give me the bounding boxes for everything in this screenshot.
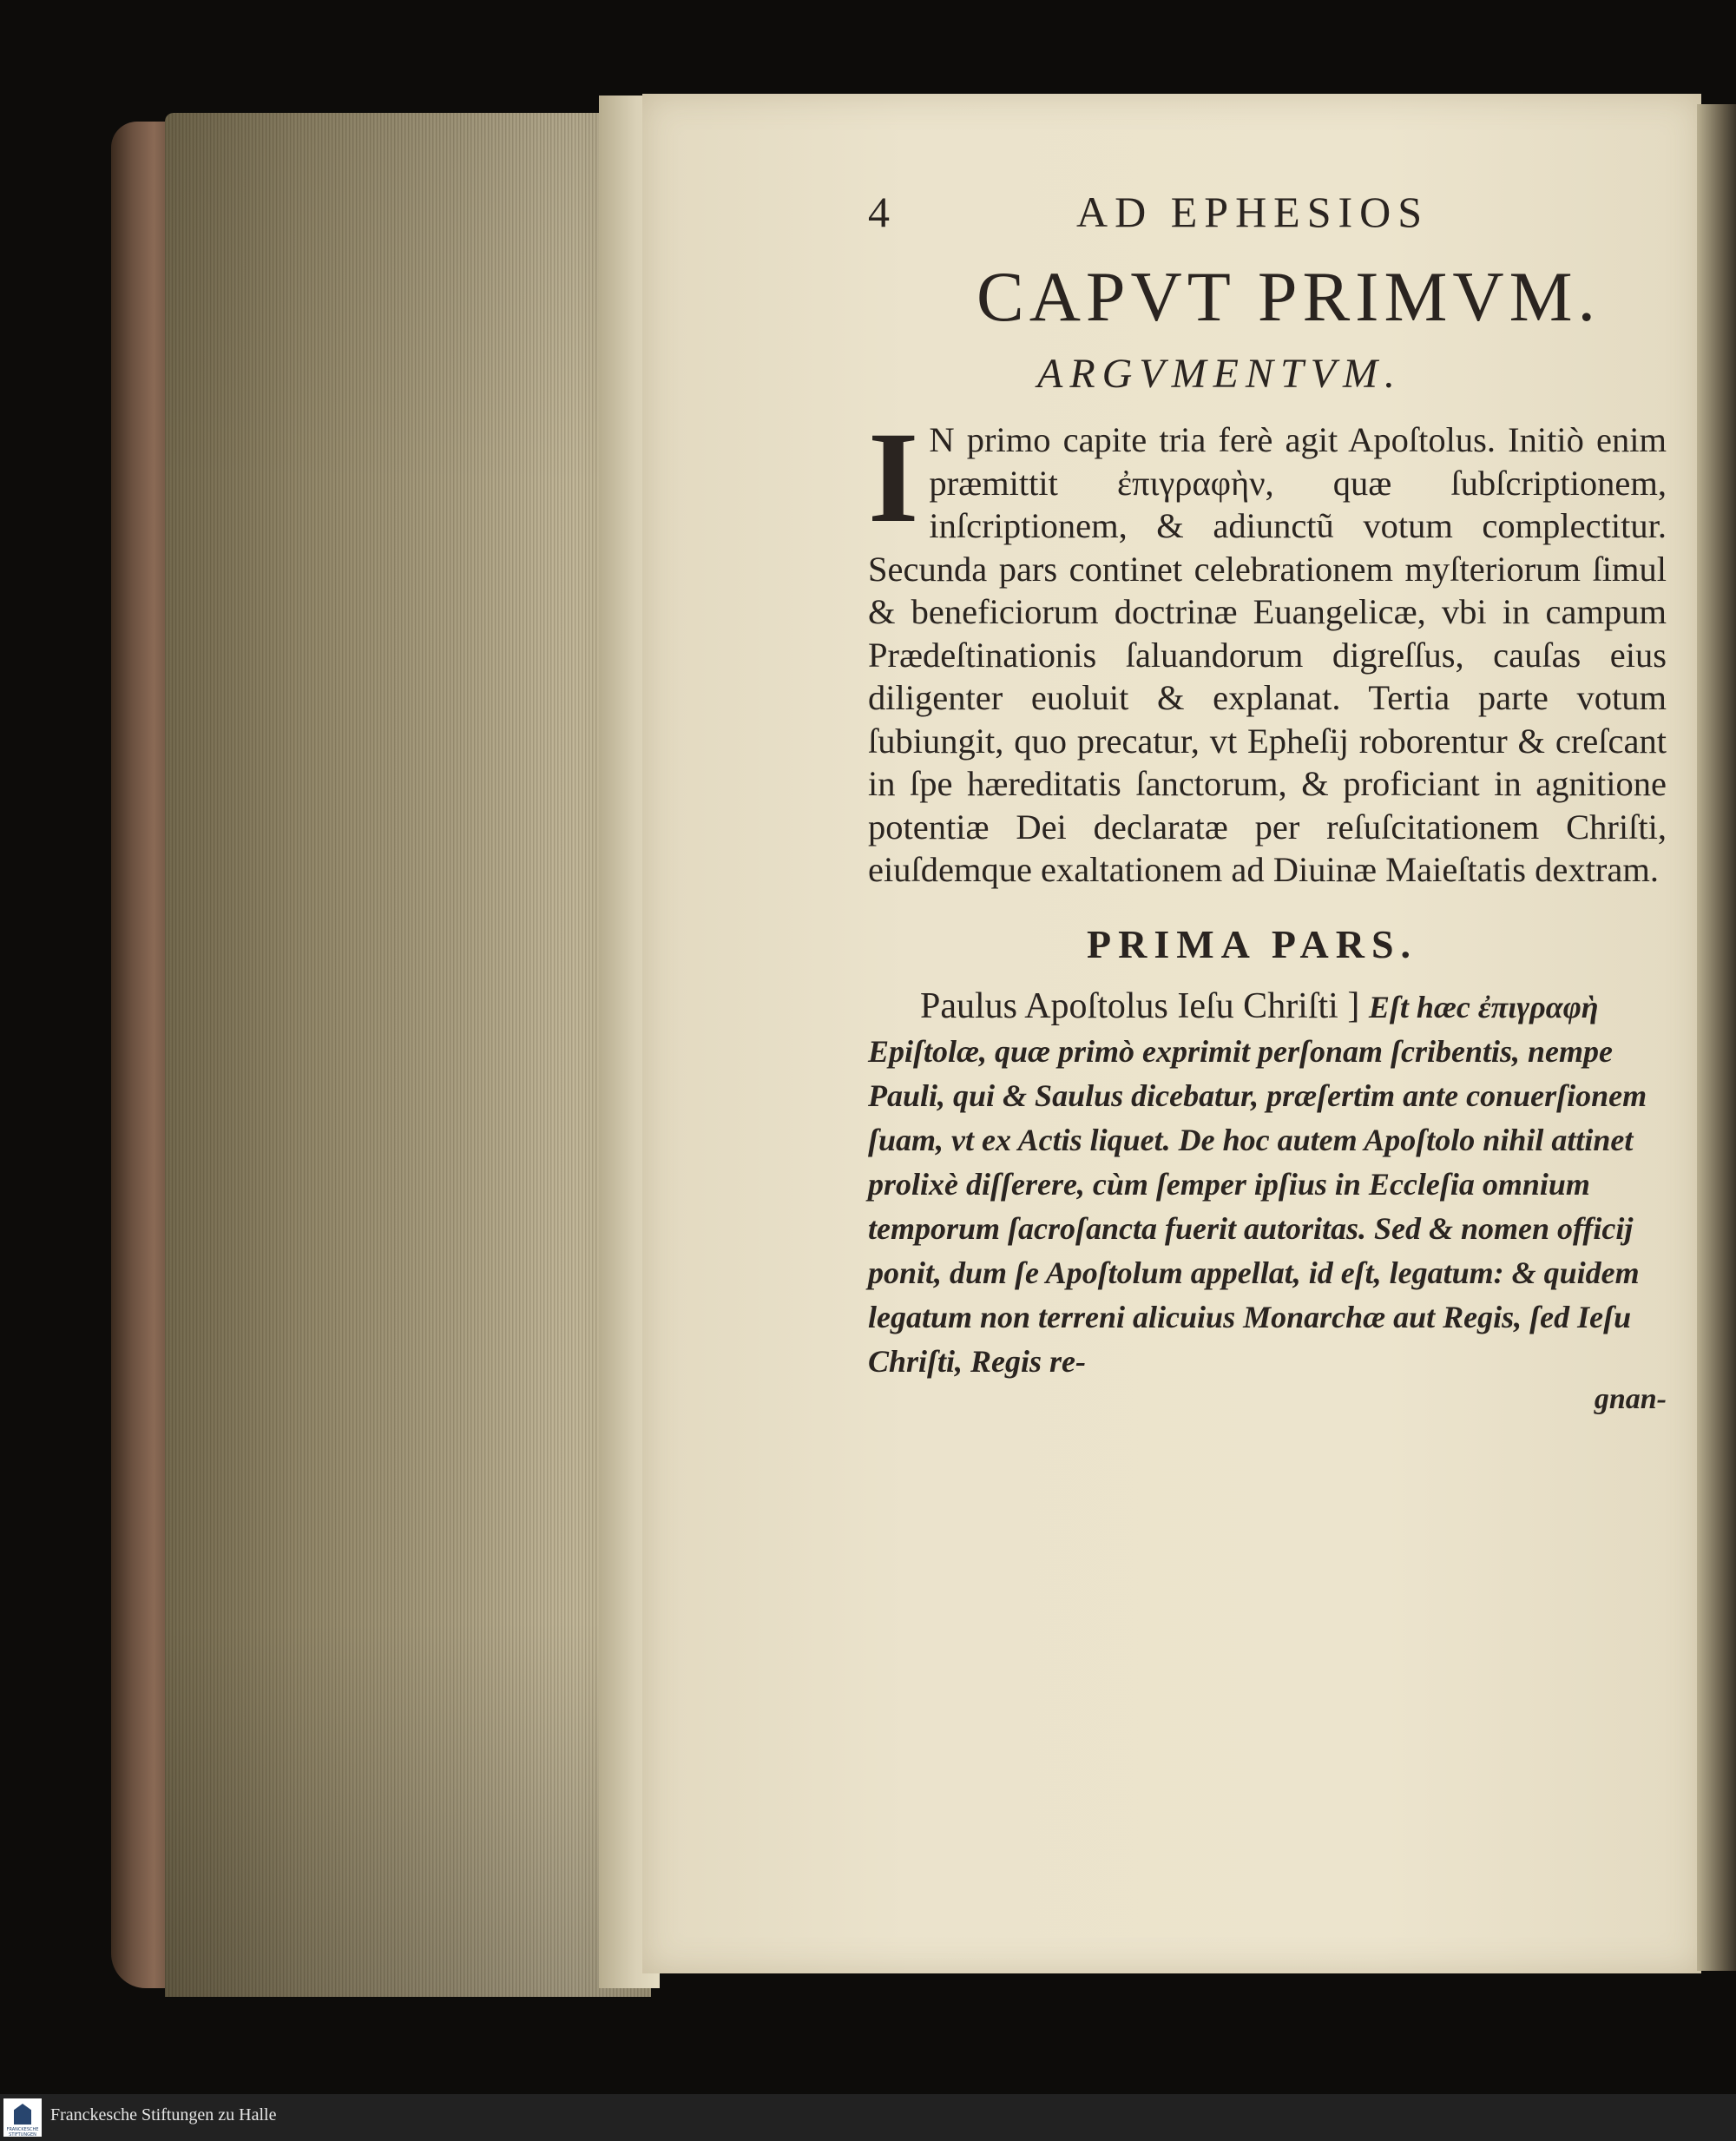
- running-title: AD EPHESIOS: [1076, 188, 1430, 236]
- lemma: Paulus Apoſtolus Ieſu Chriſti ]: [920, 985, 1360, 1026]
- footer-institution: Franckesche Stiftungen zu Halle: [50, 2105, 277, 2125]
- argument-paragraph: [868, 405, 1667, 892]
- commentary-text: Eſt hæc ἐπιγραφὴ Epiſtolæ, quæ primò exprimit perſonam ſcribentis, nempe Pauli, qui & Saulus dicebatur, præſertim ante conuerſionem ſuam, vt ex Actis liquet. De hoc autem Apoſtolo nihil attinet prolixè diſſerere, cùm ſemper ipſius in Eccleſia omnium temporum ſacroſancta fuerit autoritas. Sed & nomen officij ponit, dum ſe Apoſtolum appellat, id eſt, legatum: & quidem legatum non terreni alicuius Monarchæ aut Regis, ſed Ieſu Chriſti, Regis re-: [868, 989, 1647, 1379]
- page-number: 4: [868, 188, 895, 236]
- drop-cap: I: [868, 405, 919, 550]
- argument-title: ARGVMENTVM.: [1037, 351, 1402, 397]
- argument-text: N primo capite tria ferè agit Apoſtolus. Initiò enim præmittit ἐπιγραφὴν, quæ ſubſcriptionem, inſcriptionem, & adiunctũ votum complectitur. Secunda pars continet celebrationem myſteriorum ſimul & beneficiorum doctrinæ Euangelicæ, vbi in campum Prædeſtinationis ſaluandorum digreſſus, cauſas eius diligenter euoluit & explanat. Tertia parte votum ſubiungit, quo precatur, vt Epheſij roborentur & creſcant in ſpe hæreditatis ſanctorum, & proficiant in agnitione potentiæ Dei declaratæ per reſuſcitationem Chriſti, eiuſdemque exaltationem ad Diuinæ Maieſtatis dextram.: [868, 420, 1667, 889]
- page-text: [868, 187, 1667, 1416]
- logo-lettering: FRANCKESCHE STIFTUNGEN: [6, 2127, 39, 2138]
- right-page-edge: [1697, 104, 1736, 1971]
- running-head: [868, 187, 1667, 247]
- catchword: gnan-: [1594, 1382, 1667, 1415]
- commentary-paragraph: [868, 985, 1667, 1383]
- building-icon: [14, 2104, 31, 2125]
- institution-logo: [3, 2098, 42, 2137]
- chapter-title: CAPVT PRIMVM.: [976, 257, 1601, 336]
- section-title: PRIMA PARS.: [1087, 921, 1418, 966]
- page-edges-shade: [165, 113, 651, 1997]
- footer-bar: [0, 2094, 1736, 2141]
